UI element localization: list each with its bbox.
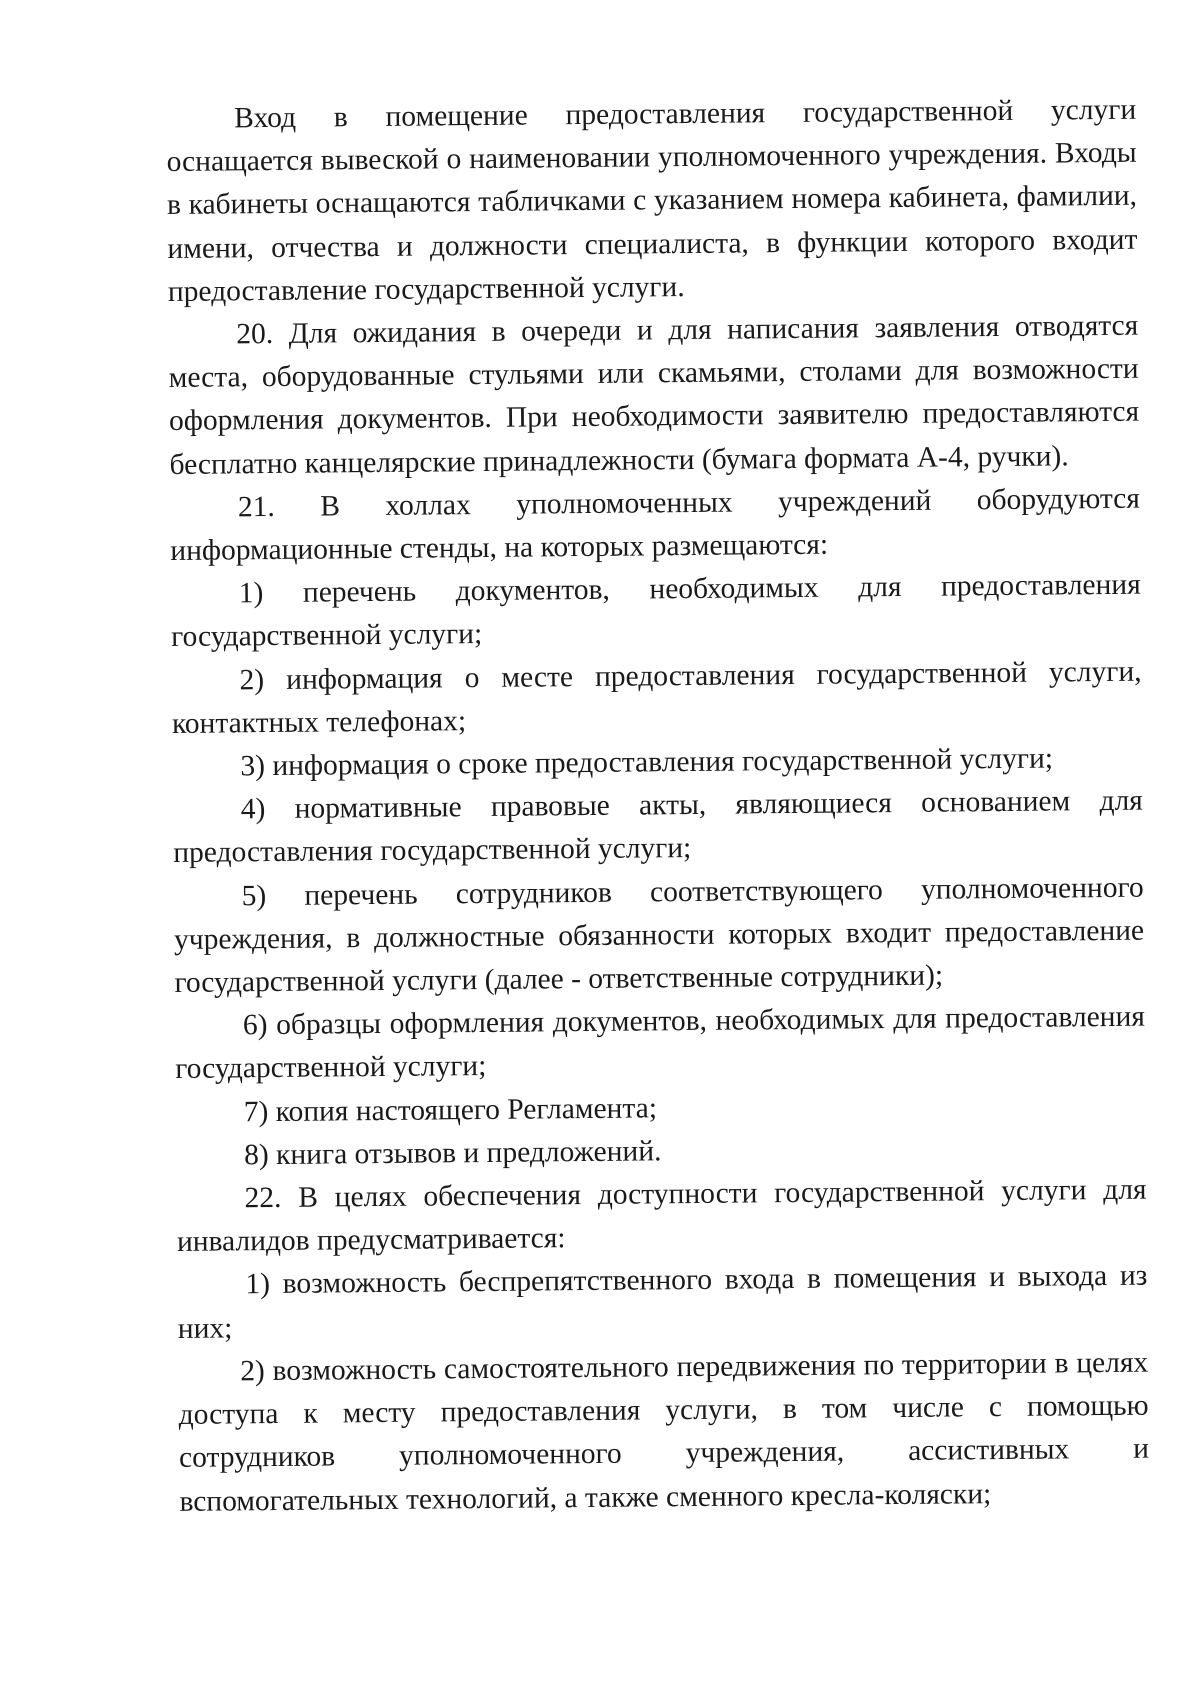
list-item-21-7: 7) копия настоящего Регламента; <box>243 1092 658 1128</box>
list-item-21-8: 8) книга отзывов и предложений. <box>243 1135 662 1172</box>
document-body <box>166 89 1150 1524</box>
paragraph-20-waiting-area: 20. Для ожидания в очереди и для написания заявления отводятся места, оборудованные стульями или скамьями, столами для возможности оформления документов. При необходимости заявителю предоставляются бесплатно канцелярские принадлежности (бумага формата А-4, ручки). <box>168 309 1140 481</box>
list-item-21-1: 1) перечень документов, необходимых для предоставления государственной услуги; <box>171 568 1141 654</box>
list-item-21-3: 3) информация о сроке предоставления государственной услуги; <box>240 742 1054 783</box>
paragraph-entrance-signage: Вход в помещение предоставления государственной услуги оснащается вывеской о наименовании уполномоченного учреждения. Входы в кабинеты оснащаются табличками с указанием номера кабинета, фамилии, имени, отчества и должности специалиста, в функции которого входит предоставление государственной услуги. <box>166 93 1138 308</box>
list-item-22-2: 2) возможность самостоятельного передвижения по территории в целях доступа к месту предоставления услуги, в том числе с помощью сотрудников уполномоченного учреждения, ассистивных и вспомогательных технологий, а также сменного кресла-коляски; <box>178 1346 1150 1518</box>
list-item-21-4: 4) нормативные правовые акты, являющиеся основанием для предоставления государственной услуги; <box>173 784 1143 870</box>
paragraph-21-info-stands: 21. В холлах уполномоченных учреждений оборудуются информационные стенды, на которых размещаются: <box>170 482 1141 568</box>
paragraph-22-accessibility: 22. В целях обеспечения доступности государственной услуги для инвалидов предусматривается: <box>176 1173 1147 1259</box>
list-item-21-5: 5) перечень сотрудников соответствующего уполномоченного учреждения, в должностные обязанности которых входит предоставление государственной услуги (далее - ответственные сотрудники); <box>173 871 1145 1000</box>
list-item-22-1: 1) возможность беспрепятственного входа в помещения и выхода из них; <box>177 1260 1148 1345</box>
list-item-21-2: 2) информация о месте предоставления государственной услуги, контактных телефонах; <box>171 655 1142 740</box>
list-item-21-6: 6) образцы оформления документов, необходимых для предоставления государственной услуги; <box>175 1000 1146 1086</box>
